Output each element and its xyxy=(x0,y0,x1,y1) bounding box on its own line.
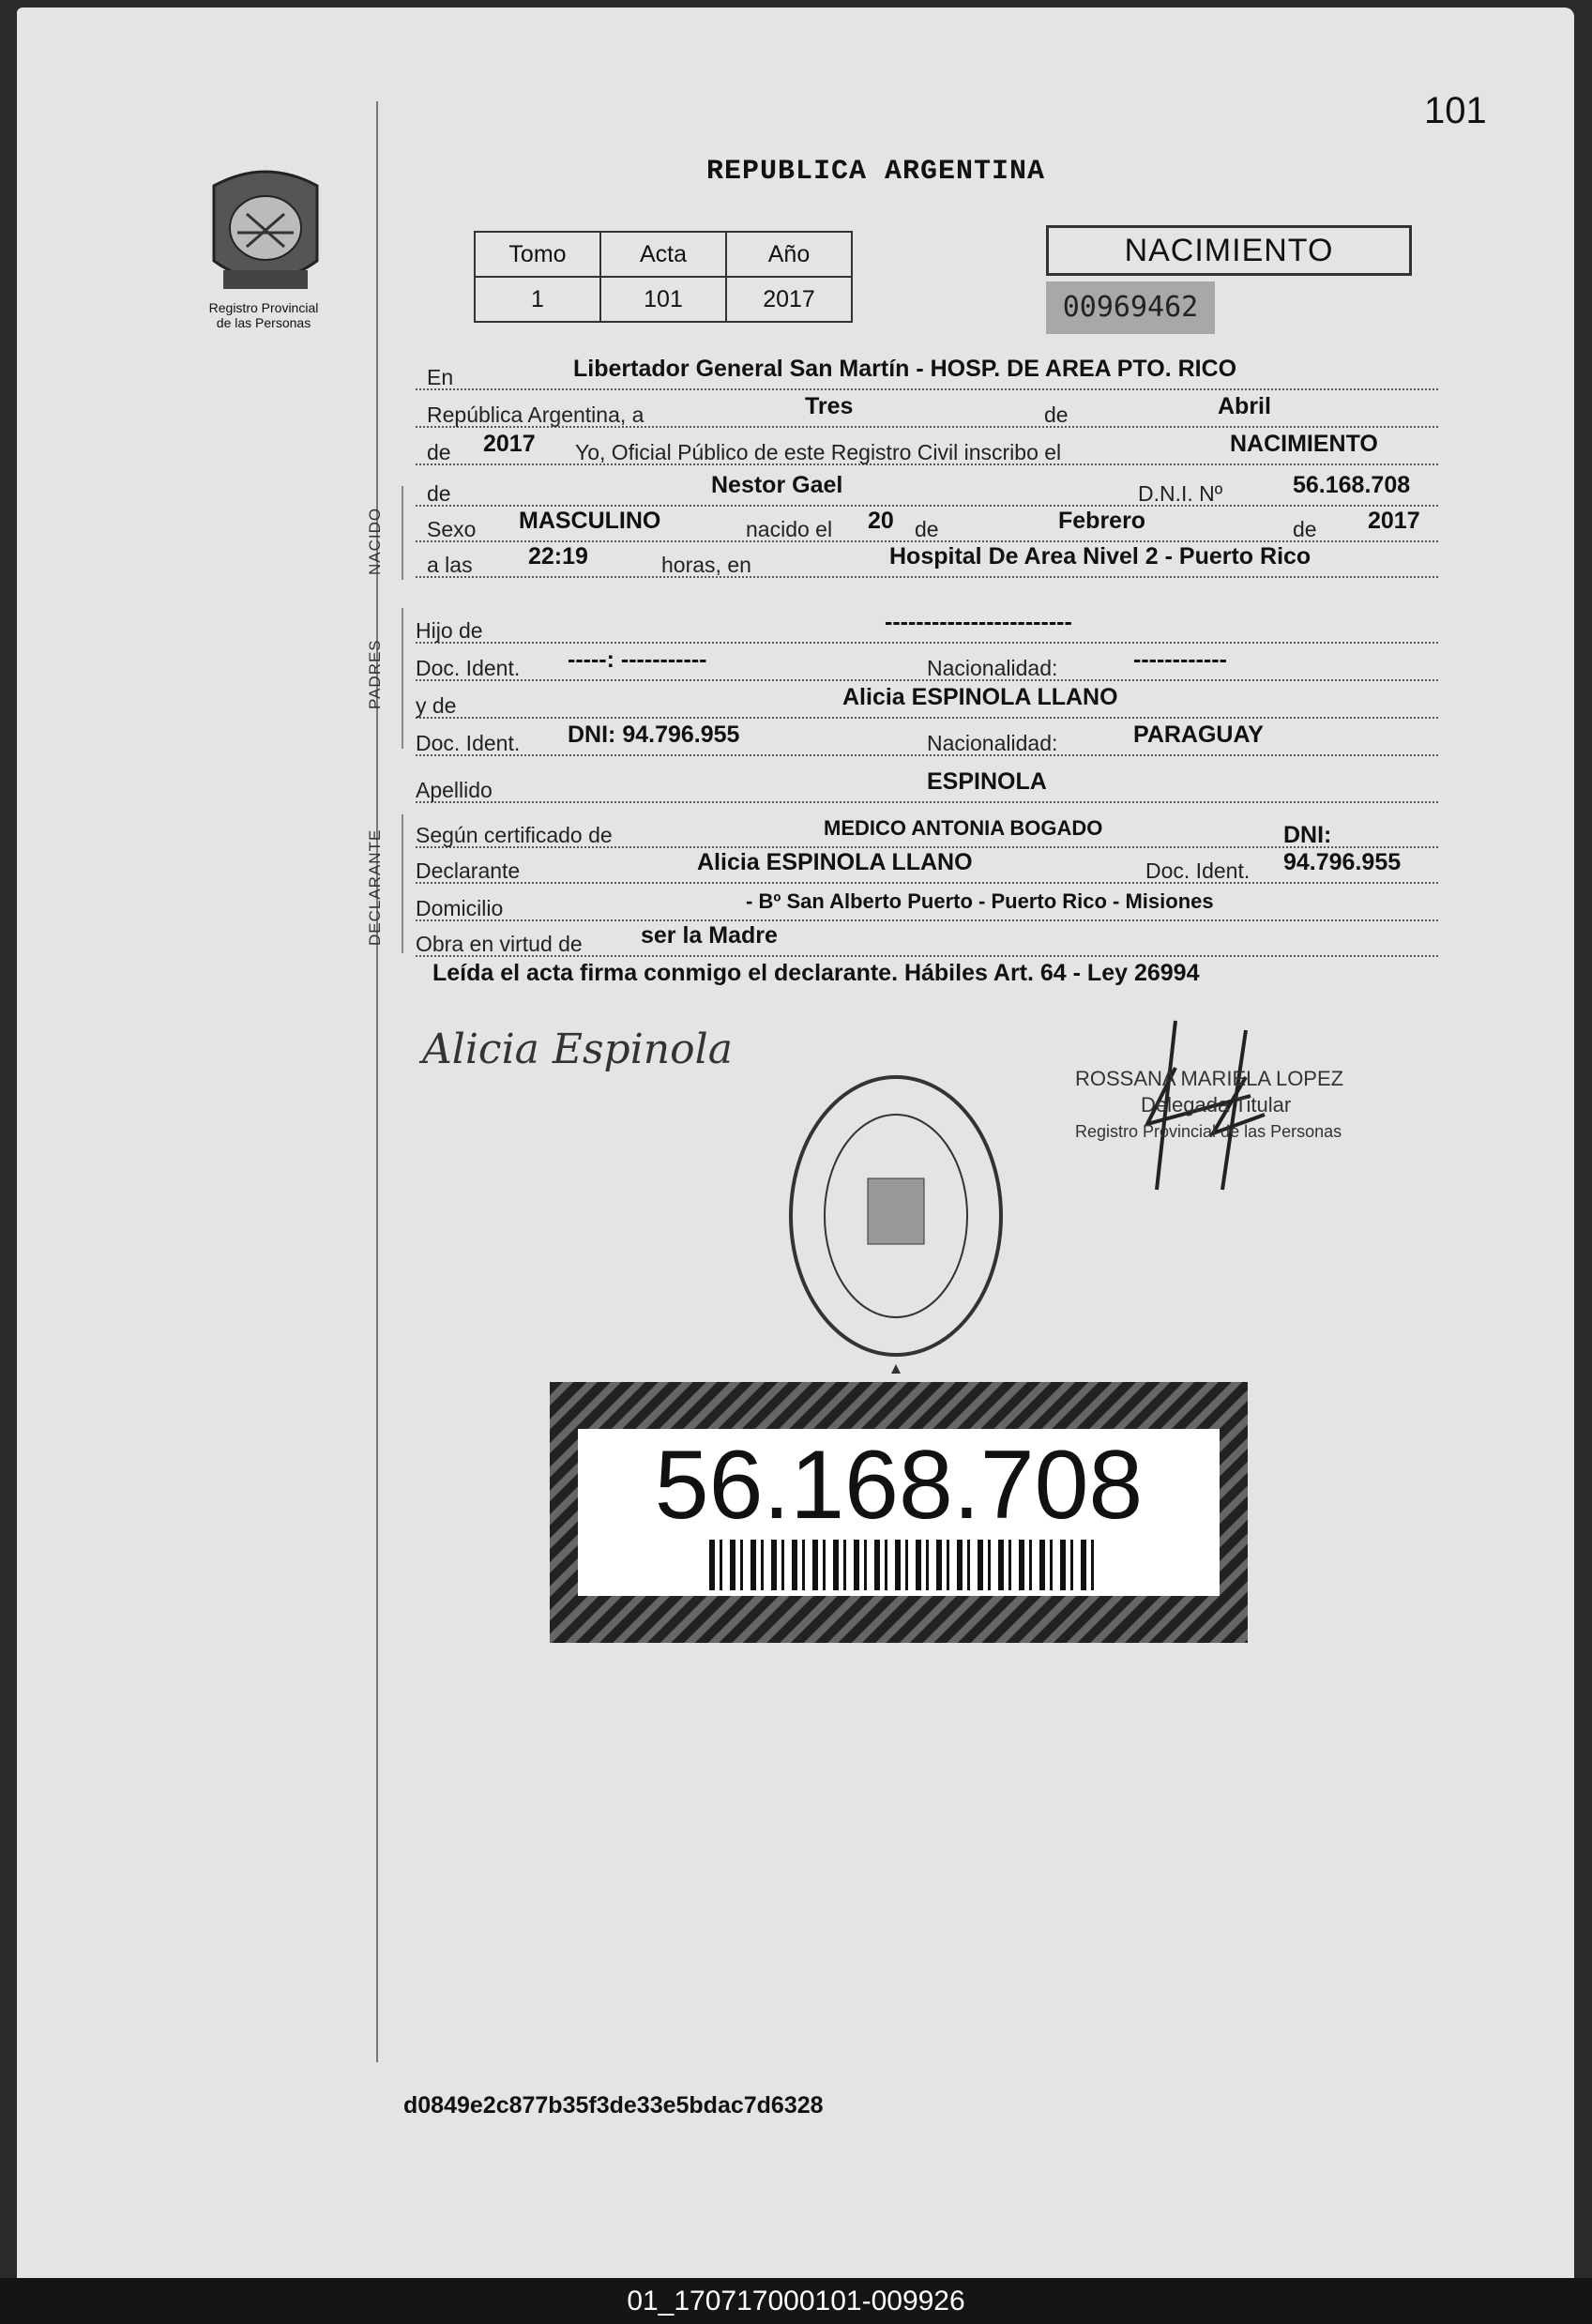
document-page xyxy=(17,8,1574,2278)
apellido-value: ESPINOLA xyxy=(927,768,1047,795)
dni-label-inner xyxy=(578,1429,1220,1596)
lugar-nac-value: Hospital De Area Nivel 2 - Puerto Rico xyxy=(889,543,1312,570)
sexo-value: MASCULINO xyxy=(519,508,661,534)
row-lugar: En Libertador General San Martín - HOSP. DE AREA PTO. RICO xyxy=(416,355,1438,390)
tomo-value: 1 xyxy=(475,277,600,322)
section-divider xyxy=(402,608,403,749)
lugar-value: Libertador General San Martín - HOSP. DE AREA PTO. RICO xyxy=(573,356,1237,382)
serial-number-stamp: 00969462 xyxy=(1046,281,1215,334)
row-obra: Obra en virtud de ser la Madre xyxy=(416,921,1438,957)
row-madre-doc: Doc. Ident. DNI: 94.796.955 Nacionalidad: PARAGUAY xyxy=(416,721,1438,756)
row-acto: de 2017 Yo, Oficial Público de este Registro Civil inscribo el NACIMIENTO xyxy=(416,430,1438,465)
row-hora: a las 22:19 horas, en Hospital De Area Nivel 2 - Puerto Rico xyxy=(416,542,1438,578)
official-role: Delegada Titular xyxy=(1141,1093,1292,1116)
closing-statement: Leída el acta firma conmigo el declarante. Hábiles Art. 64 - Ley 26994 xyxy=(432,960,1200,986)
margin-line xyxy=(376,101,378,2062)
padre-nac-value: ------------ xyxy=(1133,646,1227,673)
anio-inscripcion-value: 2017 xyxy=(483,431,536,457)
nac-anio-value: 2017 xyxy=(1368,508,1420,534)
row-padre-doc: Doc. Ident. -----: ----------- Nacionalidad: ------------ xyxy=(416,646,1438,681)
row-madre: y de Alicia ESPINOLA LLANO xyxy=(416,683,1438,719)
document-hash: d0849e2c877b35f3de33e5bdac7d6328 xyxy=(403,2092,824,2119)
padre-value: ------------------------ xyxy=(885,609,1072,635)
row-apellido: Apellido ESPINOLA xyxy=(416,767,1438,803)
acta-value: 101 xyxy=(600,277,726,322)
certificado-value: MEDICO ANTONIA BOGADO xyxy=(824,816,1103,840)
page-number: 101 xyxy=(1424,90,1487,131)
logo-caption: Registro Provincial de las Personas xyxy=(208,300,319,330)
file-name-bar: 01_170717000101-009926 xyxy=(0,2278,1592,2324)
section-declarante: DECLARANTE xyxy=(366,828,384,946)
obra-value: ser la Madre xyxy=(641,922,778,949)
row-padre: Hijo de ------------------------ xyxy=(416,608,1438,644)
madre-value: Alicia ESPINOLA LLANO xyxy=(842,684,1118,710)
declarante-value: Alicia ESPINOLA LLANO xyxy=(697,849,973,875)
coat-of-arms-logo xyxy=(195,158,336,298)
madre-nac-value: PARAGUAY xyxy=(1133,722,1264,748)
tomo-acta-anio-table xyxy=(474,231,853,323)
hora-value: 22:19 xyxy=(528,543,588,570)
dia-value: Tres xyxy=(805,393,854,419)
domicilio-value: - Bº San Alberto Puerto - Puerto Rico - Misiones xyxy=(746,889,1214,913)
nac-mes-value: Febrero xyxy=(1058,508,1146,534)
col-header-acta: Acta xyxy=(600,232,726,277)
nac-dia-value: 20 xyxy=(868,508,894,534)
padre-doc-value: -----: ----------- xyxy=(568,646,707,673)
row-nombre: de Nestor Gael D.N.I. Nº 56.168.708 xyxy=(416,471,1438,507)
official-seal xyxy=(779,1066,1013,1375)
declarante-doc-value: DNI: 94.796.955 xyxy=(1283,822,1402,875)
declarant-signature: Alicia Espinola xyxy=(422,1025,733,1073)
row-certificado: Según certificado de MEDICO ANTONIA BOGADO xyxy=(416,813,1438,848)
row-fecha: República Argentina, a Tres de Abril xyxy=(416,392,1438,428)
record-type-box: NACIMIENTO xyxy=(1046,225,1412,276)
dni-label-number: 56.168.708 xyxy=(654,1431,1144,1540)
official-office: Registro Provincial de las Personas xyxy=(1075,1122,1342,1141)
row-declarante: Declarante Alicia ESPINOLA LLANO Doc. Ident. DNI: 94.796.955 xyxy=(416,848,1438,884)
barcode xyxy=(709,1540,1094,1590)
col-header-anio: Año xyxy=(726,232,852,277)
section-divider xyxy=(402,814,403,953)
mes-value: Abril xyxy=(1218,393,1271,419)
row-domicilio: Domicilio - Bº San Alberto Puerto - Puerto Rico - Misiones xyxy=(416,886,1438,921)
acto-value: NACIMIENTO xyxy=(1230,431,1378,457)
col-header-tomo: Tomo xyxy=(475,232,600,277)
row-sexo: Sexo MASCULINO nacido el 20 de Febrero de 2017 xyxy=(416,507,1438,542)
dni-value: 56.168.708 xyxy=(1293,472,1411,498)
madre-doc-value: DNI: 94.796.955 xyxy=(568,722,740,748)
document-title: REPUBLICA ARGENTINA xyxy=(706,156,1046,188)
official-name: ROSSANA MARIELA LOPEZ xyxy=(1075,1067,1344,1090)
official-block xyxy=(1075,1066,1343,1145)
anio-value: 2017 xyxy=(726,277,852,322)
section-divider xyxy=(402,486,403,580)
section-nacido: NACIDO xyxy=(366,507,384,575)
section-padres: PADRES xyxy=(366,639,384,709)
dni-label-sticker xyxy=(550,1382,1248,1643)
nombre-value: Nestor Gael xyxy=(711,472,843,498)
